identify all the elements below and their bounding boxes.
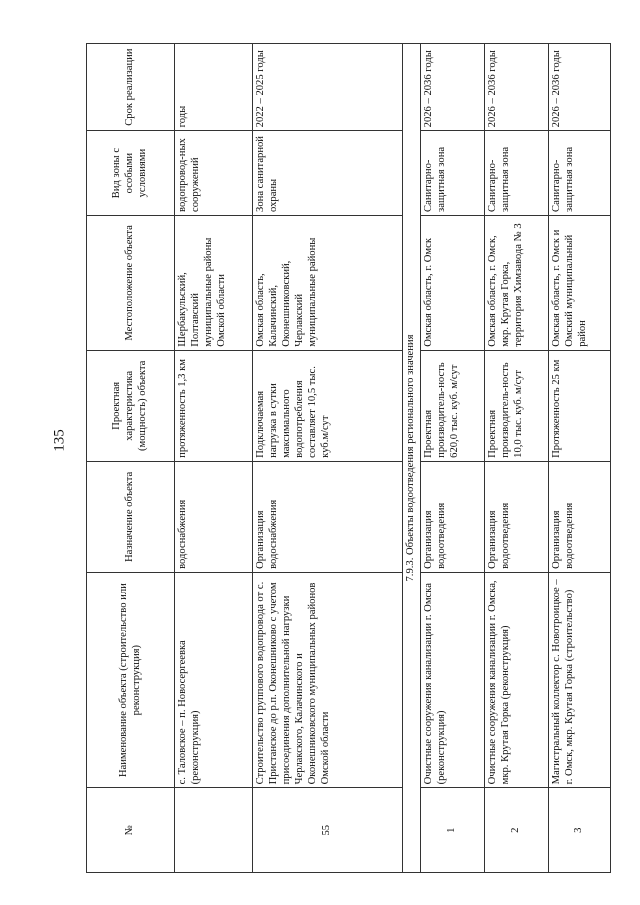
cell-location: Омская область, г. Омск и Омский муниципальный район (548, 215, 610, 350)
objects-table (86, 43, 611, 873)
cell-zone: Зона санитарной охраны (253, 131, 403, 216)
header-term: Срок реализации (87, 44, 175, 131)
table-row (175, 44, 253, 873)
header-location: Местоположение объекта (87, 215, 175, 350)
table-header-row (87, 44, 175, 873)
cell-spec: Проектная производитель-ность 620,0 тыс. куб. м/сут (420, 350, 484, 461)
rotated-table-wrapper (86, 43, 611, 873)
header-purpose: Назначение объекта (87, 461, 175, 572)
cell-purpose: Организация водоотведения (484, 461, 548, 572)
cell-spec: Протяженность 25 км (548, 350, 610, 461)
cell-purpose: Организация водоотведения (420, 461, 484, 572)
header-num: № (87, 788, 175, 873)
cell-num: 3 (548, 788, 610, 873)
header-zone: Вид зоны с особыми условиями (87, 131, 175, 216)
cell-num: 2 (484, 788, 548, 873)
page-number: 135 (51, 429, 68, 452)
cell-term: 2026 – 2036 годы (548, 44, 610, 131)
table-row (253, 44, 403, 873)
cell-purpose: водоснабжения (175, 461, 253, 572)
cell-term: 2022 – 2025 годы (253, 44, 403, 131)
cell-term: годы (175, 44, 253, 131)
cell-name: Строительство группового водопровода от с. Пристанское до р.п. Оконешниково с учетом присоединения дополнительной нагрузки Черлакского, Калачинского и Оконешниковского муниципальных районов Омской области (253, 572, 403, 788)
cell-purpose: Организация водоснабжения (253, 461, 403, 572)
table-row (420, 44, 484, 873)
cell-location: Омская область, г. Омск (420, 215, 484, 350)
cell-num: 55 (253, 788, 403, 873)
cell-term: 2026 – 2036 годы (420, 44, 484, 131)
cell-num: 1 (420, 788, 484, 873)
cell-location: Омская область, Калачинский, Оконешниковский, Черлакский муниципальные районы (253, 215, 403, 350)
cell-spec: протяженность 1,3 км (175, 350, 253, 461)
section-row (403, 44, 421, 873)
section-title: 7.9.3. Объекты водоотведения регионального значения (403, 44, 421, 873)
cell-zone: Санитарно-защитная зона (548, 131, 610, 216)
cell-term: 2026 – 2036 годы (484, 44, 548, 131)
cell-name: Магистральный коллектор с. Новотроицкое – г. Омск, мкр. Крутая Горка (строительство) (548, 572, 610, 788)
cell-spec: Проектная производитель-ность 10,0 тыс. куб. м/сут (484, 350, 548, 461)
cell-spec: Подключаемая нагрузка в сутки максимального водопотребления составляет 10,5 тыс. куб.м/сут (253, 350, 403, 461)
cell-location: Омская область, г. Омск, мкр. Крутая Горка, территория Химзавода № 3 (484, 215, 548, 350)
cell-zone: Санитарно-защитная зона (484, 131, 548, 216)
cell-num (175, 788, 253, 873)
cell-purpose: Организация водоотведения (548, 461, 610, 572)
cell-name: Очистные сооружения канализации г. Омска, мкр. Крутая Горка (реконструкция) (484, 572, 548, 788)
cell-name: с. Таловское – п. Новосергеевка (реконструкция) (175, 572, 253, 788)
cell-zone: водопровод-ных сооружений (175, 131, 253, 216)
header-spec: Проектная характеристика (мощность) объекта (87, 350, 175, 461)
cell-location: Шербакульский, Полтавский муниципальные районы Омской области (175, 215, 253, 350)
cell-name: Очистные сооружения канализации г. Омска (реконструкция) (420, 572, 484, 788)
table-row (548, 44, 610, 873)
table-row (484, 44, 548, 873)
cell-zone: Санитарно-защитная зона (420, 131, 484, 216)
header-name: Наименование объекта (строительство или реконструкция) (87, 572, 175, 788)
